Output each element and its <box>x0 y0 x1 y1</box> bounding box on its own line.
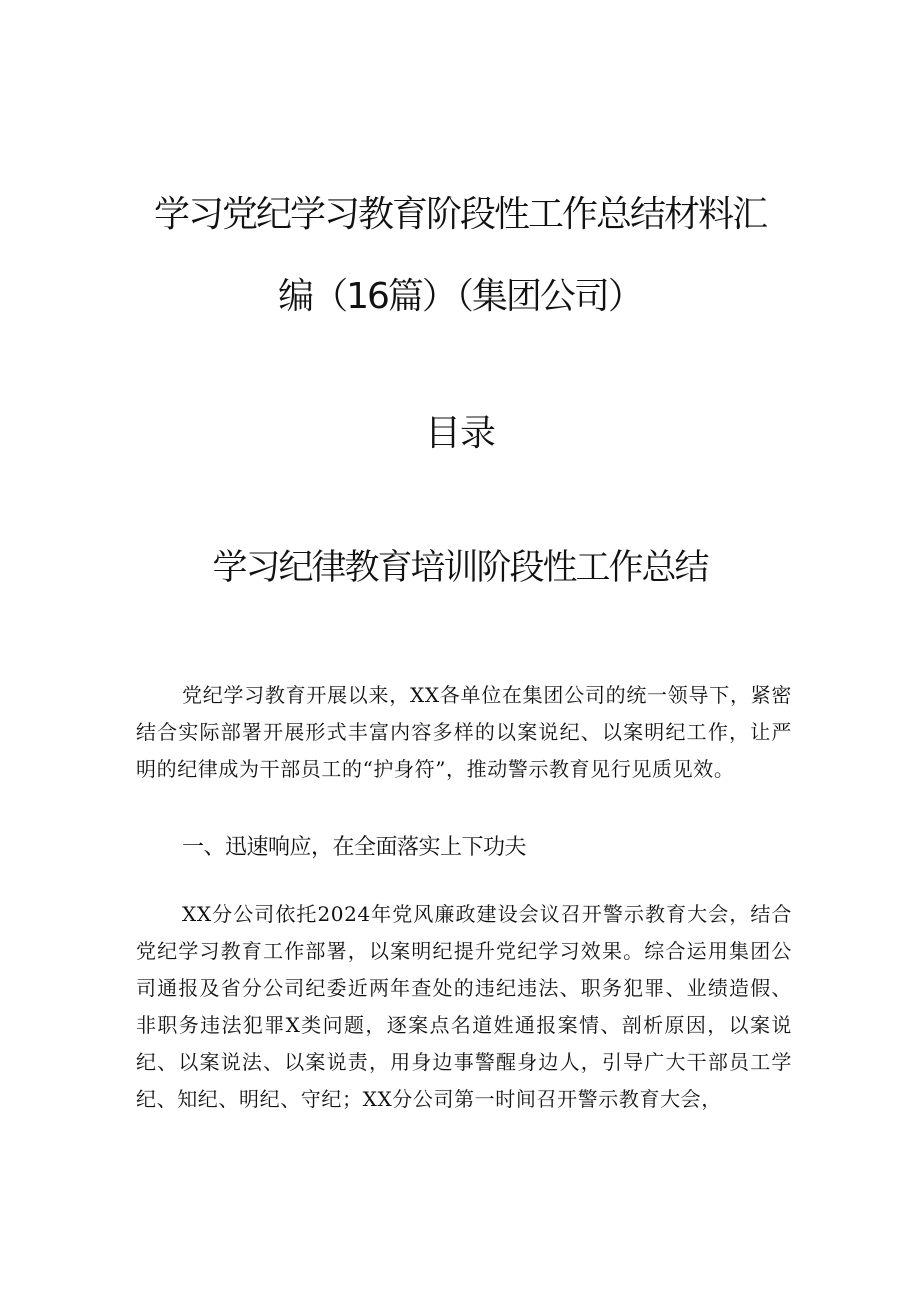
table-of-contents-heading: 目录 <box>424 413 495 454</box>
document-title-line-2: 编（16篇）（集团公司） <box>278 276 642 317</box>
subheading-1: 一、迅速响应，在全面落实上下功夫 <box>182 835 527 860</box>
document-title-line-1: 学习党纪学习教育阶段性工作总结材料汇 <box>153 194 766 235</box>
section-title: 学习纪律教育培训阶段性工作总结 <box>212 548 708 588</box>
body-paragraph-intro: 党纪学习教育开展以来，XX各单位在集团公司的统一领导下，紧密结合实际部署开展形式丰富内容多样的以案说纪、以案明纪工作，让严明的纪律成为干部员工的“护身符”，推动警示教育见行见质见效。 <box>136 683 792 781</box>
body-paragraph-1: XX分公司依托2024年党风廉政建设会议召开警示教育大会，结合党纪学习教育工作部署，以案明纪提升党纪学习效果。综合运用集团公司通报及省分公司纪委近两年查处的违纪违法、职务犯罪、业绩造假、非职务违法犯罪X类问题，逐案点名道姓通报案情、剖析原因，以案说纪、以案说法、以案说责，用身边事警醒身边人，引导广大干部员工学纪、知纪、明纪、守纪；XX分公司第一时间召开警示教育大会， <box>136 902 792 1111</box>
